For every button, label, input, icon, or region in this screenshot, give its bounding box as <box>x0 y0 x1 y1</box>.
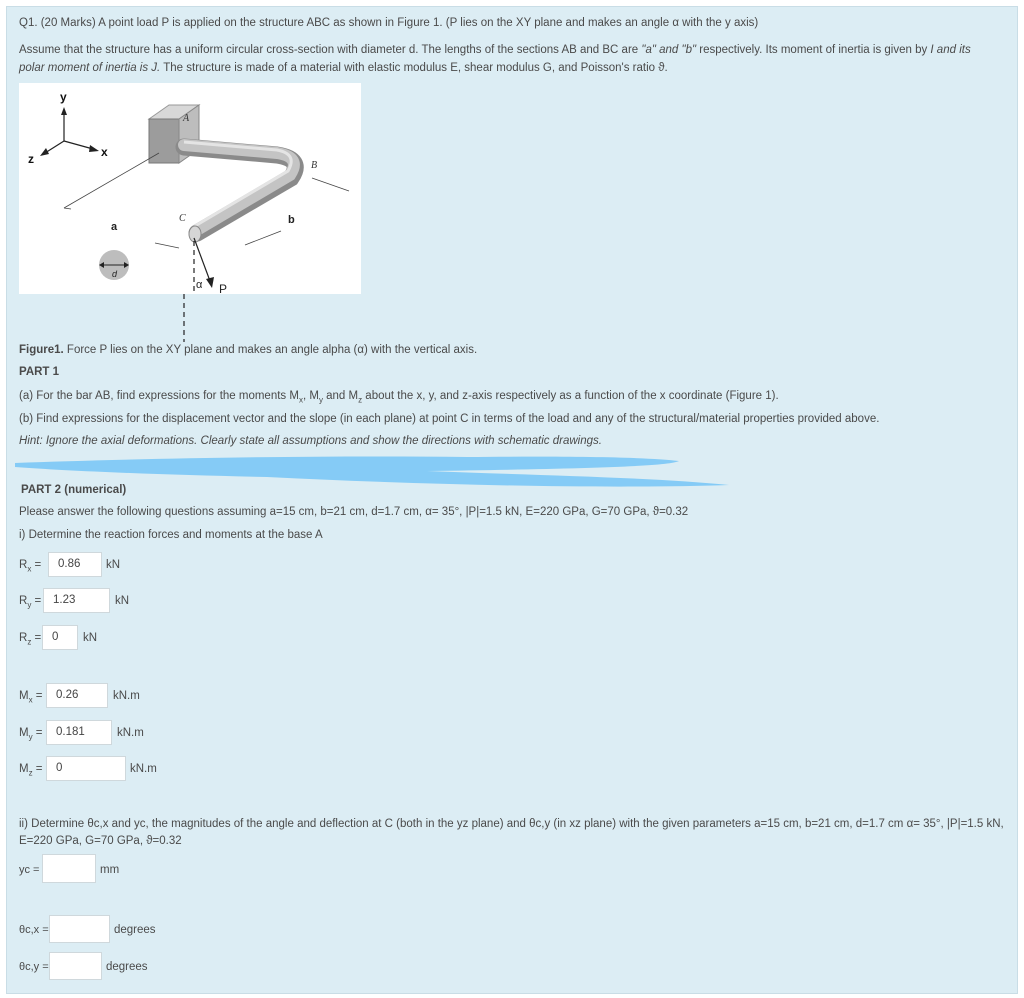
part2-heading: PART 2 (numerical) <box>21 484 127 496</box>
part2-question-ii-line2: E=220 GPa, G=70 GPa, ϑ=0.32 <box>19 835 182 847</box>
assumption-line-2: polar moment of inertia is J. The structure is made of a material with elastic modulus E, shear modulus G, and Poisson's ratio ϑ. <box>19 62 668 74</box>
mx-unit: kN.m <box>113 690 140 702</box>
vertical-reference-extension <box>181 294 187 342</box>
rz-input[interactable]: 0 <box>42 625 78 650</box>
force-P-label: P <box>219 282 228 294</box>
z-axis-label: z <box>28 152 34 166</box>
question-panel <box>6 6 1018 994</box>
dim-b-label: b <box>288 214 295 226</box>
x-axis-line <box>64 141 93 149</box>
rx-unit: kN <box>106 559 121 571</box>
z-axis-arrow <box>40 148 49 156</box>
part1-question-a: (a) For the bar AB, find expressions for the moments $M_x$, $M_y$ and $M_z$ about the x, y, and z-axis respectively as a function of the x coordinate (Figure 1). <box>19 390 779 405</box>
x-axis-arrow <box>89 145 99 152</box>
point-C-label: C <box>179 213 186 224</box>
diameter-label: d <box>112 269 118 279</box>
dim-a-line-upper <box>64 153 159 208</box>
mz-input[interactable]: 0 <box>46 756 126 781</box>
mz-unit: kN.m <box>130 763 157 775</box>
yc-input[interactable] <box>42 854 96 883</box>
structure-diagram <box>19 83 361 294</box>
part2-intro: Please answer the following questions assuming a=15 cm, b=21 cm, d=1.7 cm, α= 35°, |P|=1.5 kN, E=220 GPa, G=70 GPa, ϑ=0.32 <box>19 506 689 518</box>
ry-input[interactable]: 1.23 <box>43 588 110 613</box>
y-axis-label: y <box>60 90 67 104</box>
figure-caption: Figure1. Force P lies on the XY plane and makes an angle alpha (α) with the vertical axis. <box>19 344 478 356</box>
y-axis-arrow <box>61 107 67 115</box>
dim-b-line-upper <box>312 178 349 191</box>
my-label: $M_y$ = <box>19 727 43 742</box>
my-unit: kN.m <box>117 727 144 739</box>
yc-label: yc = <box>19 864 40 876</box>
mx-input[interactable]: 0.26 <box>46 683 108 708</box>
dim-b-line-lower <box>245 231 281 245</box>
ry-label: $R_y$ = <box>19 595 42 610</box>
force-P-arrow <box>206 277 214 288</box>
point-A-label: A <box>183 113 190 124</box>
theta-cy-label: θc,y = <box>19 961 49 973</box>
mx-label: $M_x$ = <box>19 690 43 705</box>
rz-label: $R_z$ = <box>19 632 42 647</box>
assumption-line-1: Assume that the structure has a uniform circular cross-section with diameter d. The lengths of the sections AB and BC are "a" and "b" respectively. Its moment of inertia is given by I and its <box>19 44 971 56</box>
rx-label: $R_x$ = <box>19 559 42 574</box>
dim-a-line-lower <box>155 243 179 248</box>
alpha-label: α <box>196 279 203 291</box>
part1-question-b: (b) Find expressions for the displacement vector and the slope (in each plane) at point C in terms of the load and any of the structural/material properties provided above. <box>19 413 880 425</box>
rz-unit: kN <box>83 632 98 644</box>
x-axis-label: x <box>101 145 108 159</box>
dim-a-label: a <box>111 221 118 233</box>
part1-hint: Hint: Ignore the axial deformations. Clearly state all assumptions and show the directions with schematic drawings. <box>19 435 602 447</box>
point-B-label: B <box>311 160 318 171</box>
force-P-line <box>194 238 210 281</box>
theta-cx-input[interactable] <box>49 915 110 943</box>
part2-question-i: i) Determine the reaction forces and moments at the base A <box>19 529 323 541</box>
theta-cx-label: θc,x = <box>19 924 49 936</box>
theta-cx-unit: degrees <box>114 924 156 936</box>
part1-heading: PART 1 <box>19 366 60 378</box>
yc-unit: mm <box>100 864 120 876</box>
rod-shadow <box>184 147 295 233</box>
my-input[interactable]: 0.181 <box>46 720 112 745</box>
ry-unit: kN <box>115 595 130 607</box>
rx-input[interactable]: 0.86 <box>48 552 102 577</box>
part2-question-ii-line1: ii) Determine θc,x and yc, the magnitudes of the angle and deflection at C (both in the yz plane) and θc,y (in xz plane) with the given parameters a=15 cm, b=21 cm, d=1.7 cm α= 35°, |P|=1.5 kN, <box>19 818 1004 830</box>
figure-1 <box>19 83 361 294</box>
theta-cy-input[interactable] <box>49 952 102 980</box>
mz-label: $M_z$ = <box>19 763 43 778</box>
question-title: Q1. (20 Marks) A point load P is applied on the structure ABC as shown in Figure 1. (P lies on the XY plane and makes an angle α with the y axis) <box>19 17 759 29</box>
z-axis-line <box>45 141 64 153</box>
theta-cy-unit: degrees <box>106 961 148 973</box>
